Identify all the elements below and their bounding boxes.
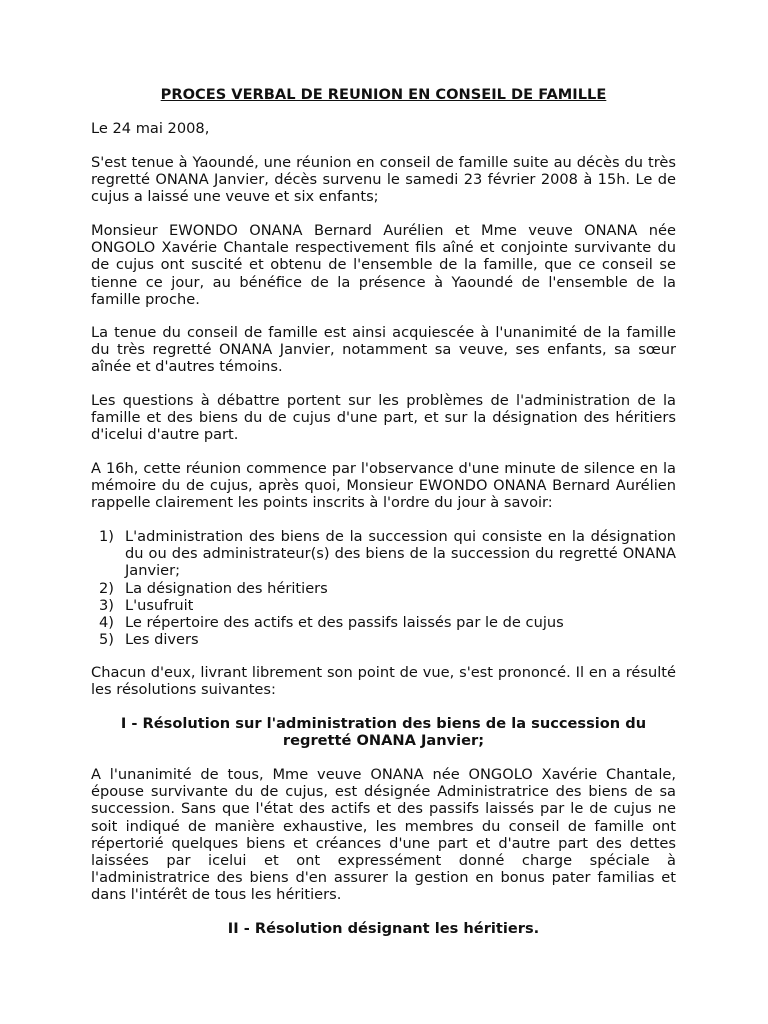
agenda-item <box>91 597 676 614</box>
agenda-item-text: Le répertoire des actifs et des passifs laissés par le de cujus <box>125 614 564 632</box>
resolution-1-heading-line1: I - Résolution sur l'administration des biens de la succession du <box>120 715 647 732</box>
agenda-item-number: 2) <box>99 579 114 597</box>
paragraph-resolutions-intro: Chacun d'eux, livrant librement son point de vue, s'est prononcé. Il en a résulté les résolutions suivantes: <box>91 664 676 699</box>
resolution-1-body: A l'unanimité de tous, Mme veuve ONANA née ONGOLO Xavérie Chantale, épouse survivante du de cujus, est désignée Administratrice des biens de sa succession. Sans que l'état des actifs et des passifs laissés par le de cujus ne soit indiqué de manière exhaustive, les membres du conseil de famille ont répertorié quelques biens et créances d'une part et d'autre part des dettes laissées par icelui et ont expressément donné charge spéciale à l'administratrice des biens d'en assurer la gestion en bonus pater familias et dans l'intérêt de tous les héritiers. <box>91 766 676 904</box>
agenda-item-number: 5) <box>99 631 114 649</box>
agenda-item-number: 3) <box>99 596 114 614</box>
agenda-item <box>91 631 676 648</box>
agenda-item-number: 4) <box>99 614 114 632</box>
paragraph-unanimity: La tenue du conseil de famille est ainsi acquiescée à l'unanimité de la famille du très regretté ONANA Janvier, notamment sa veuve, ses enfants, sa sœur aînée et d'autres témoins. <box>91 324 676 376</box>
agenda-item-text: L'administration des biens de la succession qui consiste en la désignation du ou des administrateur(s) des biens de la succession du regretté ONANA Janvier; <box>125 528 676 580</box>
paragraph-questions: Les questions à débattre portent sur les problèmes de l'administration de la famille et des biens du de cujus d'une part, et sur la désignation des héritiers d'icelui d'autre part. <box>91 392 676 444</box>
agenda-item-text: L'usufruit <box>125 596 194 614</box>
paragraph-meeting-held: S'est tenue à Yaoundé, une réunion en conseil de famille suite au décès du très regretté ONANA Janvier, décès survenu le samedi 23 février 2008 à 15h. Le de cujus a laissé une veuve et six enfants; <box>91 154 676 206</box>
agenda-item-number: 1) <box>99 528 114 545</box>
agenda-list <box>91 528 676 648</box>
agenda-item-text: La désignation des héritiers <box>125 579 328 597</box>
agenda-item-text: Les divers <box>125 631 199 649</box>
date-line: Le 24 mai 2008, <box>91 120 210 137</box>
resolution-2-heading: II - Résolution désignant les héritiers. <box>227 920 540 937</box>
resolution-1-heading <box>91 715 676 749</box>
agenda-item <box>91 580 676 597</box>
agenda-item <box>91 528 676 580</box>
resolution-1-heading-line2: regretté ONANA Janvier; <box>282 732 485 750</box>
paragraph-opening: A 16h, cette réunion commence par l'observance d'une minute de silence en la mémoire du de cujus, après quoi, Monsieur EWONDO ONANA Bernard Aurélien rappelle clairement les points inscrits à l'ordre du jour à savoir: <box>91 460 676 512</box>
document-title: PROCES VERBAL DE REUNION EN CONSEIL DE FAMILLE <box>160 86 607 103</box>
paragraph-convened-by: Monsieur EWONDO ONANA Bernard Aurélien et Mme veuve ONANA née ONGOLO Xavérie Chantale respectivement fils aîné et conjointe survivante du de cujus ont suscité et obtenu de l'ensemble de la famille, que ce conseil se tienne ce jour, au bénéfice de la présence à Yaoundé de l'ensemble de la famille proche. <box>91 222 676 308</box>
agenda-item <box>91 614 676 631</box>
